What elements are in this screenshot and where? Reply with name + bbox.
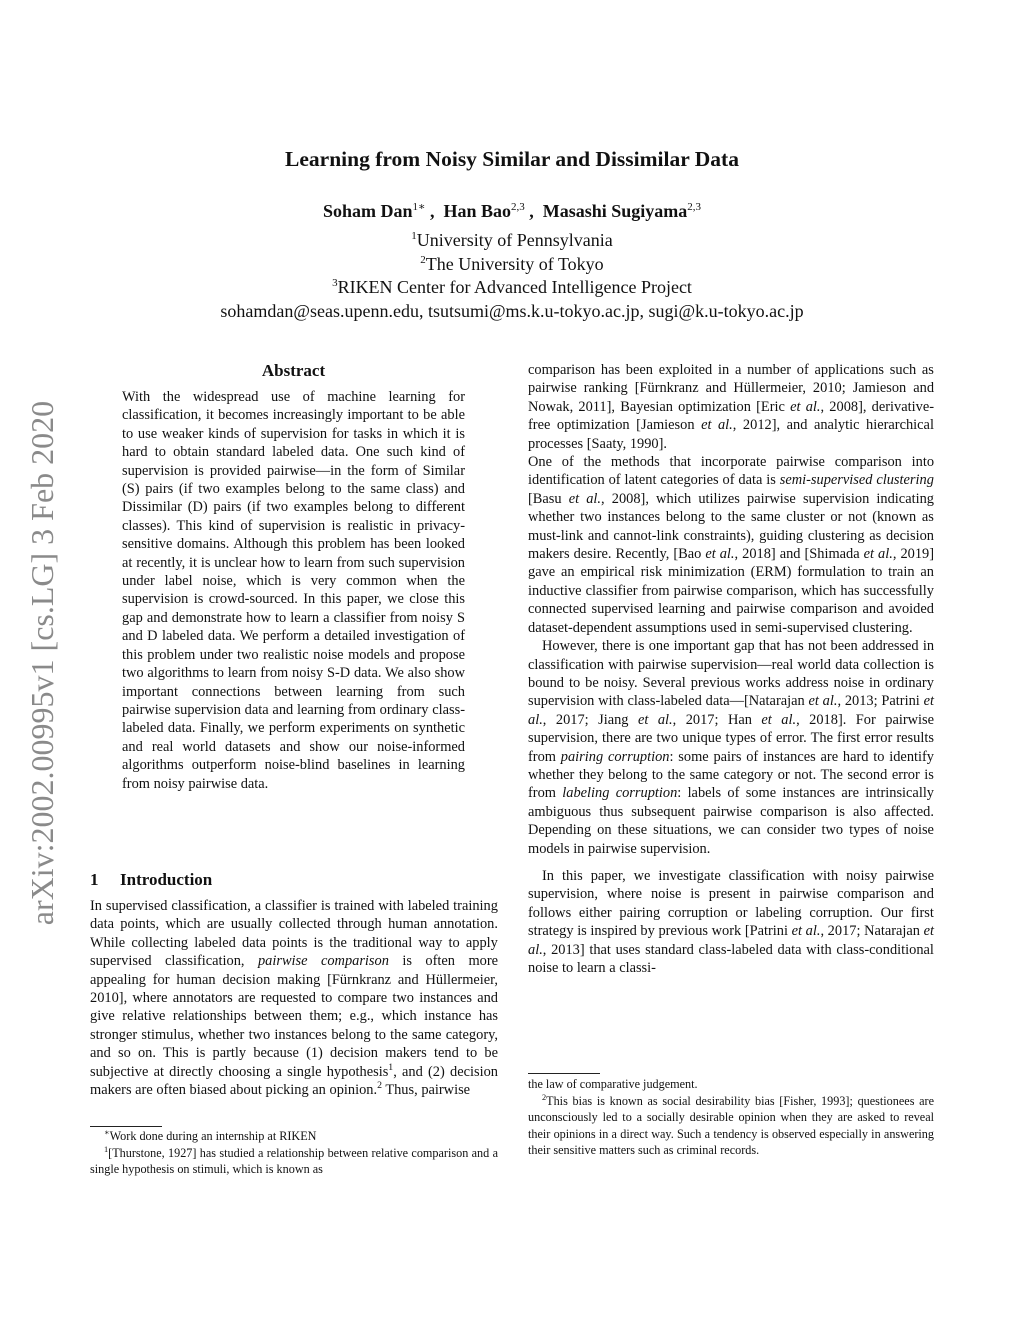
footnote: $^2$This bias is known as social desirability bias [Fisher, 1993]; questionees are unconsciously led to a socially desirable opinion when they are asked to reveal their opinions in a direct way. Such a tendency is observed especially in answering their sensitive matters such as criminal records. [528, 1092, 934, 1158]
italic-text: al. [878, 546, 893, 563]
italic-text: clustering [876, 472, 934, 489]
italic-text: et [790, 398, 801, 415]
affiliation [0, 275, 1024, 299]
italic-text: et [808, 693, 819, 710]
author-affiliation-marker: 1∗ [412, 201, 426, 213]
footnotes-right [528, 1076, 934, 1159]
introduction-paragraph: comparison has been exploited in a number of applications such as pairwise ranking [Fürnkranz and Hüllermeier, 2010; Jamieson and Nowak, 2011], Bayesian optimization [Eric et al., 2008], derivative-free optimization [Jamieson et al., 2012], and analytic hierarchical processes [Saaty, 1990]. [528, 362, 935, 452]
italic-text: et [701, 417, 712, 434]
author-separator: , [425, 201, 444, 221]
arxiv-identifier: arXiv:2002.00995v1 [cs.LG] 3 Feb 2020 [24, 400, 60, 926]
abstract-heading: Abstract [261, 361, 326, 380]
affiliation [0, 228, 1024, 252]
footnote-marker: 2 [377, 1080, 382, 1092]
italic-text: pairing [560, 748, 604, 765]
italic-text: et [761, 711, 772, 728]
abstract-paragraph: With the widespread use of machine learning for classification, it becomes increasingly important to be able to use weaker kinds of supervision for tasks in which it is hard to obtain standard labeled data. One such kind of supervision is provided pairwise—in the form of Similar (S) pairs (if two examples belong to the same class) and Dissimilar (D) pairs (if two examples belong to different classes). This kind of supervision is realistic in privacy-sensitive domains. Although this problem has been looked at recently, it is unclear how to learn from such supervision under label noise, which is very common when the supervision is crowd-sourced. In this paper, we close this gap and demonstrate how to learn a classifier from noisy S and D labeled data. We perform a detailed investigation of this problem under two realistic noise models and propose two algorithms to learn from noisy S-D data. We also show important connections between learning from such pairwise supervision data and learning from ordinary class-labeled data. Finally, we perform experiments on synthetic and real world datasets and show our noise-informed algorithms outperform noise-blind baselines in learning from noisy pairwise data. [122, 389, 465, 792]
italic-text [648, 712, 657, 728]
italic-text [308, 953, 321, 969]
italic-text: semi-supervised [779, 472, 873, 489]
author-name: Han Bao [443, 201, 511, 221]
paper-title: Learning from Noisy Similar and Dissimilar Data [285, 147, 739, 171]
affiliation-text: The University of Tokyo [425, 254, 604, 274]
italic-text: corruption [607, 748, 670, 765]
footnote-marker: 2 [542, 1092, 547, 1102]
affiliation-text: University of Pennsylvania [416, 230, 613, 250]
italic-text: al. [657, 711, 673, 728]
italic-text: et [637, 711, 649, 728]
affiliation-marker: 1 [411, 230, 417, 242]
affiliation [0, 252, 1024, 276]
italic-text: al. [586, 490, 602, 507]
italic-text [772, 712, 781, 728]
footnote-marker: ∗ [104, 1127, 110, 1137]
italic-text: corruption [615, 785, 678, 802]
italic-text: al. [805, 398, 821, 415]
italic-text: labeling [562, 785, 610, 802]
footnote-rule [90, 1126, 162, 1127]
author-affiliation-marker: 2,3 [687, 201, 702, 213]
section-title: Introduction [120, 870, 213, 889]
affiliation-text: RIKEN Center for Advanced Intelligence Project [337, 277, 692, 297]
abstract-body [122, 388, 465, 793]
italic-text: et [705, 546, 716, 563]
footnote-marker: 1 [104, 1144, 109, 1154]
footnote-marker: 1 [388, 1061, 394, 1073]
affiliation-marker: 3 [332, 277, 338, 289]
italic-text: et [568, 490, 580, 507]
italic-text: al. [528, 941, 543, 958]
italic-text: al. [719, 546, 735, 563]
italic-text: al. [805, 923, 821, 940]
footnote-continuation: the law of comparative judgement. [528, 1077, 698, 1091]
introduction-paragraph: In supervised classification, a classifier is trained with labeled training data points, which are usually collected through human annotation. While collecting labeled data points is the traditional way to apply supervised classification, pairwise comparison is often more appealing for human decision making [Fürnkranz and Hüllermeier, 2010], where annotators are requested to compare two instances and give relative relationships between them; e.g., which instance has stronger stimulus, whether two instances belong to the same category, and so on. This is partly because (1) decision makers tend to be subjective at directly choosing a single hypothesis$^1$, and (2) decision makers are often biased about picking an opinion.$^2$ Thus, pairwise [90, 898, 499, 1099]
italic-text: et [863, 546, 875, 563]
author-name: Soham Dan [322, 201, 413, 221]
italic-text: al. [528, 711, 543, 728]
author-name: Masashi Sugiyama [542, 201, 688, 221]
body-text-left-column [90, 897, 498, 1099]
introduction-paragraph: However, there is one important gap that has not been addressed in classification with pairwise supervision—real world data collection is bound to be noisy. Several previous works address noise in ordinary supervision with class-labeled data—[Natarajan et al., 2013; Patrini et al., 2017; Jiang et al., 2017; Han et al., 2018]. For pairwise supervision, there are two unique types of error. The first error results from pairing corruption: some pairs of instances are hard to identify whether they belong to the same category or not. The second error is from labeling corruption: labels of some instances are intrinsically ambiguous thus subsequent pairwise comparison is also affected. Depending on these situations, we can consider two types of noise models in pairwise supervision. [528, 638, 935, 857]
italic-text: al. [822, 693, 838, 710]
italic-text: et [923, 693, 934, 710]
introduction-paragraph: One of the methods that incorporate pairwise comparison into identification of latent categories of data is semi-supervised clustering [Basu et al., 2008], which utilizes pairwise supervision indicating whether two instances belong to the same cluster or not (known as must-link and cannot-link constraints), guiding clustering as decision makers desire. Recently, [Bao et al., 2018] and [Shimada et al., 2019] gave an empirical risk minimization (ERM) formulation to train an inductive classifier from pairwise comparison, which has successfully connected supervised learning and pairwise comparison and avoided dataset-dependent assumptions used in semi-supervised clustering. [528, 454, 935, 636]
italic-text: al. [781, 711, 797, 728]
italic-text: et [791, 923, 803, 940]
section-number: 1 [90, 870, 99, 889]
affiliation-marker: 2 [420, 254, 426, 266]
italic-text: et [923, 923, 935, 940]
italic-text: pairwise [257, 953, 308, 970]
footnotes-left [90, 1128, 498, 1178]
footnote: $^1$[Thurstone, 1927] has studied a relationship between relative comparison and a single hypothesis on stimuli, which is known as [90, 1144, 498, 1177]
author-affiliation-marker: 2,3 [511, 201, 525, 213]
footnote: ∗Work done during an internship at RIKEN [104, 1127, 317, 1143]
body-text-right-column [528, 361, 934, 977]
section-heading-introduction [90, 869, 212, 891]
author-separator: , [524, 201, 543, 221]
italic-text: al. [717, 417, 733, 434]
footnote-rule [528, 1073, 600, 1074]
italic-text: comparison [320, 953, 389, 970]
author-list [0, 198, 1024, 224]
introduction-paragraph: In this paper, we investigate classification with noisy pairwise supervision, where noise is present in pairwise comparison and follows either pairing corruption or labeling corruption. Our first strategy is inspired by previous work [Patrini et al., 2017; Natarajan et al., 2013] that uses standard class-labeled data with class-conditional noise to learn a classi- [528, 867, 935, 976]
author-emails: sohamdan@seas.upenn.edu, tsutsumi@ms.k.u-tokyo.ac.jp, sugi@k.u-tokyo.ac.jp [220, 301, 804, 321]
